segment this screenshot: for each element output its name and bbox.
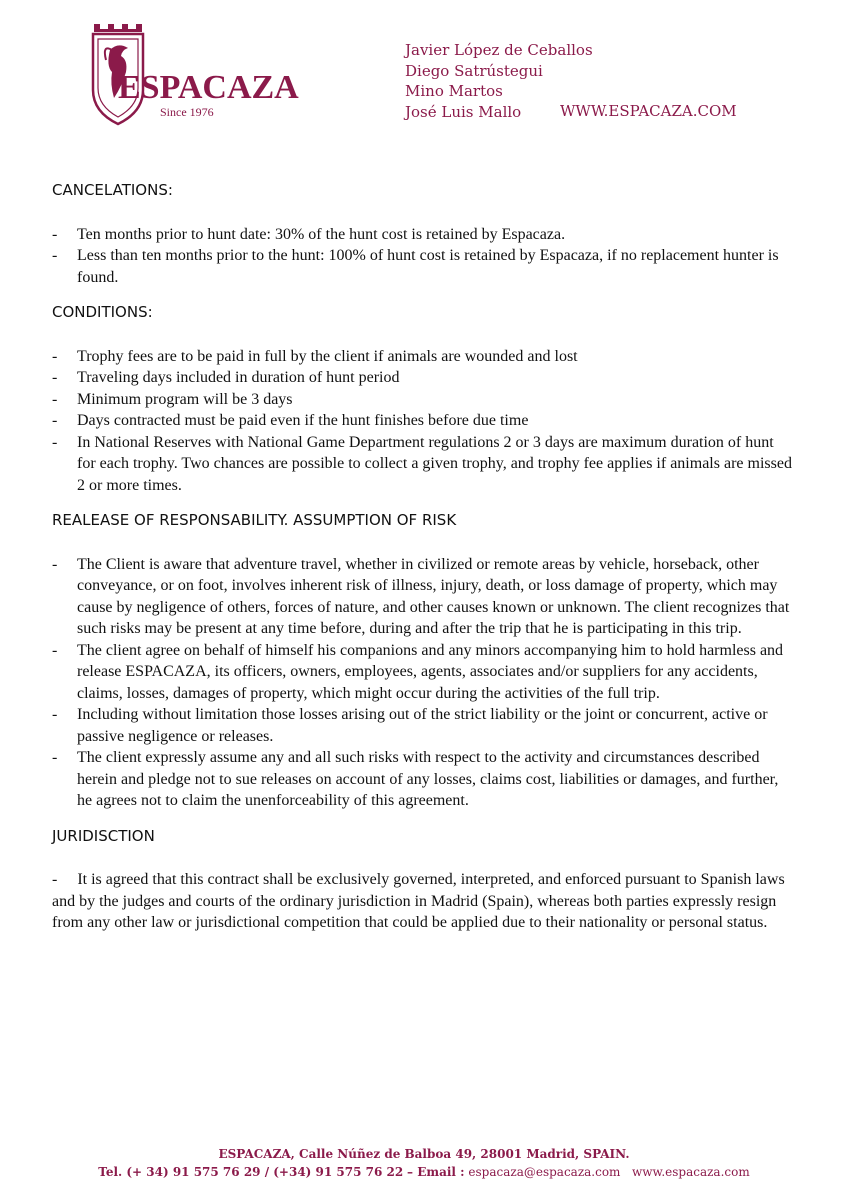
website-link[interactable]: WWW.ESPACAZA.COM xyxy=(560,102,737,120)
jurisdiction-title: JURIDISCTION xyxy=(52,826,155,845)
list-item: - Trophy fees are to be paid in full by the client if animals are wounded and lost xyxy=(52,346,792,368)
jurisdiction-text: - It is agreed that this contract shall be exclusively governed, interpreted, and enforced pursuant to Spanish laws and by the judges and courts of the ordinary jurisdiction in Madrid (Spain), whereas both parties expressly resign from any other law or jurisdictional competition that could be applied due to their nationality or personal status. xyxy=(52,871,789,931)
cancelations-list xyxy=(52,224,792,289)
conditions-list xyxy=(52,346,792,497)
footer-phones: Tel. (+ 34) 91 575 76 29 / (+34) 91 575 76 22 xyxy=(98,1165,404,1179)
crest-icon xyxy=(88,20,299,130)
footer-address: ESPACAZA, Calle Núñez de Balboa 49, 28001 Madrid, SPAIN. xyxy=(218,1147,630,1161)
page-footer xyxy=(0,1146,848,1182)
footer-email-label: Email : xyxy=(417,1165,465,1179)
partner-name: Javier López de Ceballos xyxy=(405,41,593,59)
cancelations-title: CANCELATIONS: xyxy=(52,181,173,199)
conditions-title: CONDITIONS: xyxy=(52,303,153,321)
partner-name: Diego Satrústegui xyxy=(405,61,543,80)
list-item: - Ten months prior to hunt date: 30% of the hunt cost is retained by Espacaza. xyxy=(52,224,792,246)
partner-name: José Luis Mallo xyxy=(405,102,522,121)
list-item: - In National Reserves with National Game Department regulations 2 or 3 days are maximum duration of hunt for each trophy. Two chances are possible to collect a given trophy, and trophy fee applies if animals are missed 2 or more times. xyxy=(52,432,792,497)
footer-web[interactable]: www.espacaza.com xyxy=(631,1165,750,1179)
since-text: Since 1976 xyxy=(160,105,214,119)
list-item: - Days contracted must be paid even if the hunt finishes before due time xyxy=(52,410,792,432)
list-item: - Traveling days included in duration of hunt period xyxy=(52,367,792,389)
list-item: - The client agree on behalf of himself his companions and any minors accompanying him to hold harmless and release ESPACAZA, its officers, owners, employees, agents, associates and/or suppliers for any accidents, claims, losses, damages of property, which might occur during the activities of the full trip. xyxy=(52,640,792,705)
release-title: REALEASE OF RESPONSABILITY. ASSUMPTION OF RISK xyxy=(52,511,457,529)
list-item: - Less than ten months prior to the hunt: 100% of hunt cost is retained by Espacaza, if no replacement hunter is found. xyxy=(52,245,792,288)
document-body xyxy=(52,180,792,934)
partner-name: Mino Martos xyxy=(405,82,503,100)
logo-text: ESPACAZA xyxy=(118,69,299,106)
list-item: - Minimum program will be 3 days xyxy=(52,389,792,411)
release-list xyxy=(52,554,792,812)
company-logo xyxy=(88,20,299,130)
partners-block xyxy=(405,40,737,122)
list-item: - Including without limitation those losses arising out of the strict liability or the joint or concurrent, active or passive negligence or releases. xyxy=(52,704,792,747)
list-item: - The client expressly assume any and all such risks with respect to the activity and circumstances described herein and pledge not to sue releases on account of any losses, claims cost, liabilities or damages, and further, he agrees not to claim the unenforceability of this agreement. xyxy=(52,747,792,812)
footer-contact: Tel. (+ 34) 91 575 76 29 / (+34) 91 575 76 22 – Email : espacaza@espacaza.com www.espacaza.com xyxy=(98,1165,750,1179)
list-item: - The Client is aware that adventure travel, whether in civilized or remote areas by vehicle, horseback, other conveyance, or on foot, involves inherent risk of illness, injury, death, or loss damage of property, which may cause by negligence of others, forces of nature, and other causes known or unknown. The client recognizes that such risks may be present at any time before, during and after the trip that he is participating in this trip. xyxy=(52,554,792,640)
footer-email[interactable]: espacaza@espacaza.com xyxy=(468,1165,621,1179)
